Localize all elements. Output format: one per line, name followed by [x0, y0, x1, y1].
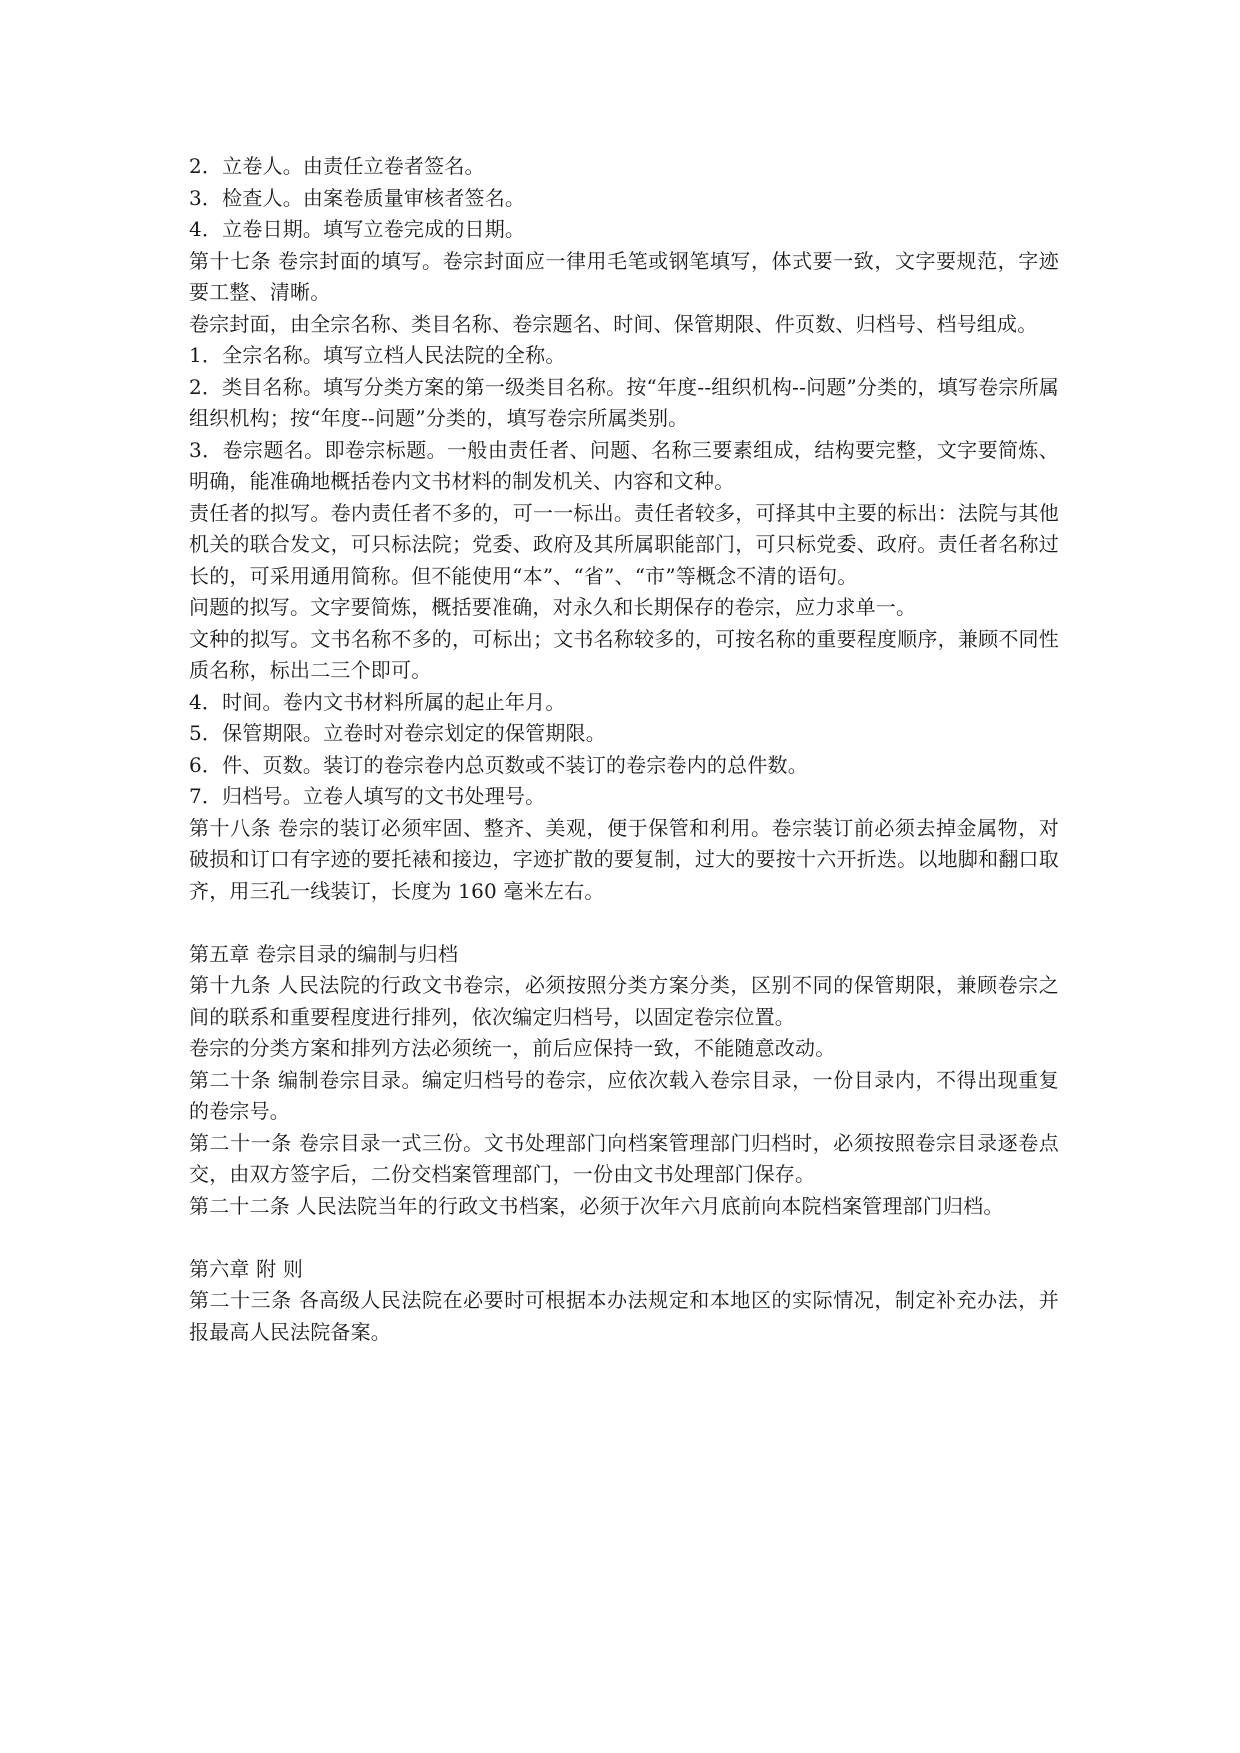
- section-spacer: [189, 1222, 1059, 1254]
- paragraph: 责任者的拟写。卷内责任者不多的，可一一标出。责任者较多，可择其中主要的标出：法院与其他机关的联合发文，可只标法院；党委、政府及其所属职能部门，可只标党委、政府。责任者名称过长的，可采用通用简称。但不能使用“本”、“省”、“市”等概念不清的语句。: [189, 500, 1059, 588]
- clause-item: 3．卷宗题名。即卷宗标题。一般由责任者、问题、名称三要素组成，结构要完整，文字要简炼、明确，能准确地概括卷内文书材料的制发机关、内容和文种。: [189, 437, 1059, 493]
- chapter-heading: 第五章 卷宗目录的编制与归档: [189, 941, 459, 966]
- clause-item: 4．立卷日期。填写立卷完成的日期。: [189, 217, 526, 241]
- article-17: 第十七条 卷宗封面的填写。卷宗封面应一律用毛笔或钢笔填写，体式要一致，文字要规范，字迹要工整、清晰。: [189, 248, 1059, 304]
- article-20: 第二十条 编制卷宗目录。编定归档号的卷宗，应依次载入卷宗目录，一份目录内，不得出现重复的卷宗号。: [189, 1067, 1059, 1123]
- article-21: 第二十一条 卷宗目录一式三份。文书处理部门向档案管理部门归档时，必须按照卷宗目录逐卷点交，由双方签字后，二份交档案管理部门，一份由文书处理部门保存。: [189, 1130, 1059, 1186]
- clause-item: 4．时间。卷内文书材料所属的起止年月。: [189, 689, 566, 714]
- paragraph: 问题的拟写。文字要简炼，概括要准确，对永久和长期保存的卷宗，应力求单一。: [189, 595, 917, 619]
- clause-item: 3．检查人。由案卷质量审核者签名。: [189, 185, 526, 210]
- chapter-heading: 第六章 附 则: [189, 1256, 304, 1281]
- document-body: [189, 151, 1059, 1348]
- clause-item: 7．归档号。立卷人填写的文书处理号。: [189, 784, 546, 808]
- article-23: 第二十三条 各高级人民法院在必要时可根据本办法规定和本地区的实际情况，制定补充办法，并报最高人民法院备案。: [189, 1288, 1059, 1344]
- clause-item: 6．件、页数。装订的卷宗卷内总页数或不装订的卷宗卷内的总件数。: [189, 752, 808, 777]
- article-19: 第十九条 人民法院的行政文书卷宗，必须按照分类方案分类，区别不同的保管期限，兼顾卷宗之间的联系和重要程度进行排列，依次编定归档号，以固定卷宗位置。: [189, 973, 1059, 1029]
- article-18: 第十八条 卷宗的装订必须牢固、整齐、美观，便于保管和利用。卷宗装订前必须去掉金属物，对破损和订口有字迹的要托裱和接边，字迹扩散的要复制，过大的要按十六开折迭。以地脚和翻口取齐，用三孔一线装订，长度为 160 毫米左右。: [189, 815, 1059, 903]
- clause-item: 2．类目名称。填写分类方案的第一级类目名称。按“年度--组织机构--问题”分类的，填写卷宗所属组织机构；按“年度--问题”分类的，填写卷宗所属类别。: [189, 374, 1059, 430]
- section-spacer: [189, 907, 1059, 939]
- clause-item: 5．保管期限。立卷时对卷宗划定的保管期限。: [189, 721, 606, 745]
- clause-item: 2．立卷人。由责任立卷者签名。: [189, 154, 485, 178]
- paragraph: 文种的拟写。文书名称不多的，可标出；文书名称较多的，可按名称的重要程度顺序，兼顾不同性质名称，标出二三个即可。: [189, 626, 1059, 682]
- article-22: 第二十二条 人民法院当年的行政文书档案，必须于次年六月底前向本院档案管理部门归档。: [189, 1193, 1004, 1218]
- clause-item: 1．全宗名称。填写立档人民法院的全称。: [189, 343, 566, 367]
- paragraph: 卷宗封面，由全宗名称、类目名称、卷宗题名、时间、保管期限、件页数、归档号、档号组成。: [189, 311, 1038, 336]
- paragraph: 卷宗的分类方案和排列方法必须统一，前后应保持一致，不能随意改动。: [189, 1036, 836, 1060]
